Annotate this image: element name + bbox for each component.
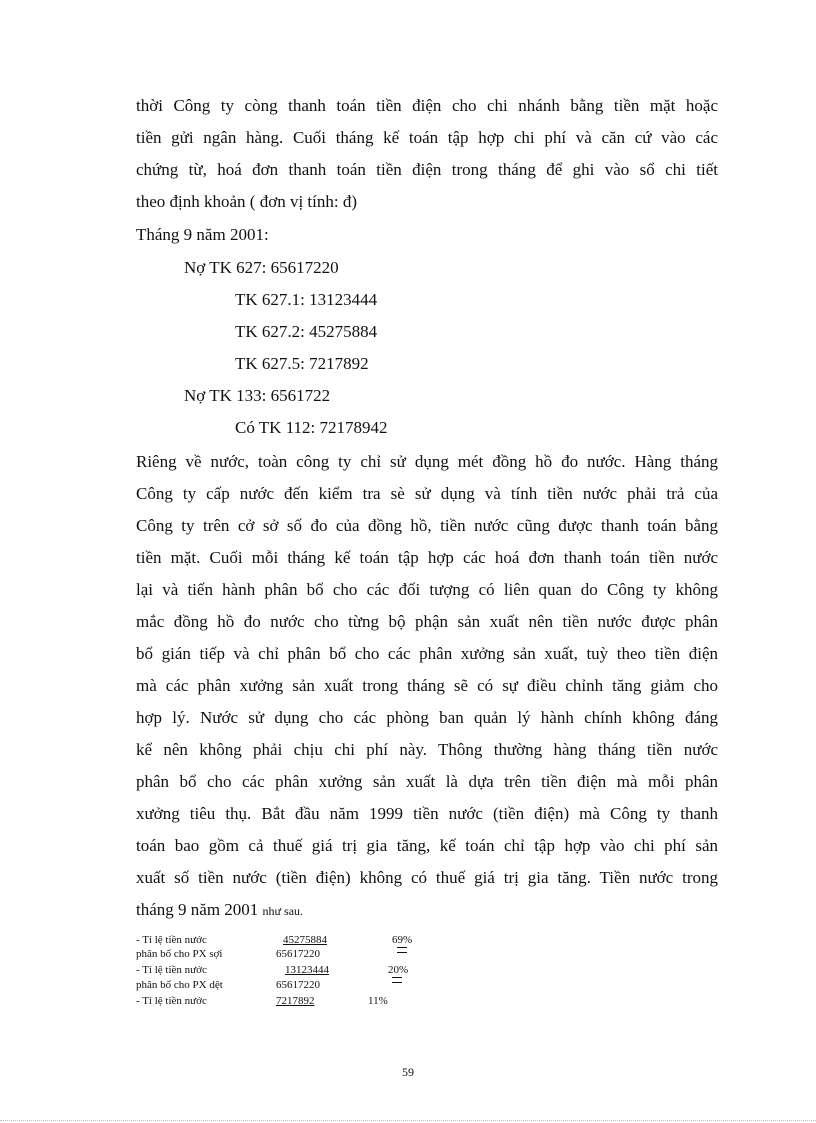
paragraph-1-line-2: tiền gửi ngân hàng. Cuối tháng kế toán tập hợp chi phí và căn cứ vào các bbox=[136, 128, 718, 147]
page-number: 59 bbox=[402, 1065, 414, 1079]
calc-row-2-denominator: 65617220 bbox=[276, 979, 320, 991]
calc-row-2-equals-mark bbox=[392, 977, 402, 983]
calc-row-3-percent: 11% bbox=[368, 995, 388, 1007]
paragraph-2-line-8: mà các phân xưởng sản xuất trong tháng sẽ có sự điều chỉnh tăng giảm cho bbox=[136, 676, 718, 695]
last-line-main: tháng 9 năm 2001 bbox=[136, 900, 259, 919]
entry-sub-627-5: TK 627.5: 7217892 bbox=[235, 354, 369, 373]
entry-debit-627: Nợ TK 627: 65617220 bbox=[184, 258, 339, 277]
paragraph-2-line-1: Riêng về nước, toàn công ty chỉ sử dụng mét đồng hồ đo nước. Hàng tháng bbox=[136, 452, 718, 471]
paragraph-2-line-7: bổ gián tiếp và chỉ phân bổ cho các phân xưởng sản xuất, tuỳ theo tiền điện bbox=[136, 644, 718, 663]
paragraph-1-line-1: thời Công ty còng thanh toán tiền điện cho chi nhánh bằng tiền mặt hoặc bbox=[136, 96, 718, 115]
paragraph-2-line-12: xưởng tiêu thụ. Bắt đầu năm 1999 tiền nước (tiền điện) mà Công ty thanh bbox=[136, 804, 718, 823]
calc-row-1-equals-mark bbox=[397, 947, 407, 953]
entry-month: Tháng 9 năm 2001: bbox=[136, 225, 269, 244]
calc-row-2-percent: 20% bbox=[388, 964, 409, 976]
calc-row-1-denominator: 65617220 bbox=[276, 948, 320, 960]
last-line-tail: như sau. bbox=[262, 904, 304, 918]
page-bottom-border bbox=[0, 1120, 816, 1121]
entry-sub-627-1: TK 627.1: 13123444 bbox=[235, 290, 378, 309]
paragraph-2-line-6: mắc đồng hồ đo nước cho từng bộ phận sản xuất nên tiền nước được phân bbox=[136, 612, 718, 631]
calc-row-3-numerator: 7217892 bbox=[276, 995, 315, 1007]
paragraph-2-line-2: Công ty cấp nước đến kiểm tra sè sử dụng và tính tiền nước phải trả của bbox=[136, 484, 718, 503]
calc-row-1-percent: 69% bbox=[392, 934, 413, 946]
paragraph-2-line-3: Công ty trên cở sở số đo của đồng hồ, tiền nước cũng được thanh toán bằng bbox=[136, 516, 718, 535]
calc-row-2-label: - Tỉ lệ tiền nước bbox=[136, 964, 207, 976]
calc-row-2-sublabel: phân bổ cho PX dệt bbox=[136, 979, 223, 991]
paragraph-2-line-4: tiền mặt. Cuối mỗi tháng kế toán tập hợp các hoá đơn thanh toán tiền nước bbox=[136, 548, 718, 567]
calc-row-1-sublabel: phân bổ cho PX sợi bbox=[136, 948, 223, 960]
entry-debit-133: Nợ TK 133: 6561722 bbox=[184, 386, 331, 405]
calc-row-3-label: - Tỉ lệ tiền nước bbox=[136, 995, 207, 1007]
paragraph-2-line-14: xuất số tiền nước (tiền điện) không có thuế giá trị gia tăng. Tiền nước trong bbox=[136, 868, 718, 887]
paragraph-2-line-5: lại và tiến hành phân bổ cho các đối tượng có liên quan do Công ty không bbox=[136, 580, 718, 599]
calc-row-1-label: - Tỉ lệ tiền nước bbox=[136, 934, 207, 946]
paragraph-2-line-11: phân bổ cho các phân xưởng sản xuất là dựa trên tiền điện mà mỗi phân bbox=[136, 772, 718, 791]
calc-row-1-numerator: 45275884 bbox=[283, 934, 327, 946]
paragraph-2-line-9: hợp lý. Nước sử dụng cho các phòng ban quản lý hành chính không đáng bbox=[136, 708, 718, 727]
calc-row-2-numerator: 13123444 bbox=[285, 964, 329, 976]
paragraph-2-last-line bbox=[136, 900, 718, 921]
entry-sub-627-2: TK 627.2: 45275884 bbox=[235, 322, 378, 341]
paragraph-2-line-13: toán bao gồm cả thuế giá trị gia tăng, kế toán chỉ tập hợp vào chi phí sản bbox=[136, 836, 718, 855]
paragraph-2-line-10: kể nên không phải chịu chi phí này. Thông thường hàng tháng tiền nước bbox=[136, 740, 718, 759]
paragraph-1-line-3: chứng từ, hoá đơn thanh toán tiền điện trong tháng để ghi vào sổ chi tiết bbox=[136, 160, 718, 179]
paragraph-1-line-4: theo định khoản ( đơn vị tính: đ) bbox=[136, 192, 357, 211]
entry-credit-112: Có TK 112: 72178942 bbox=[235, 418, 388, 437]
